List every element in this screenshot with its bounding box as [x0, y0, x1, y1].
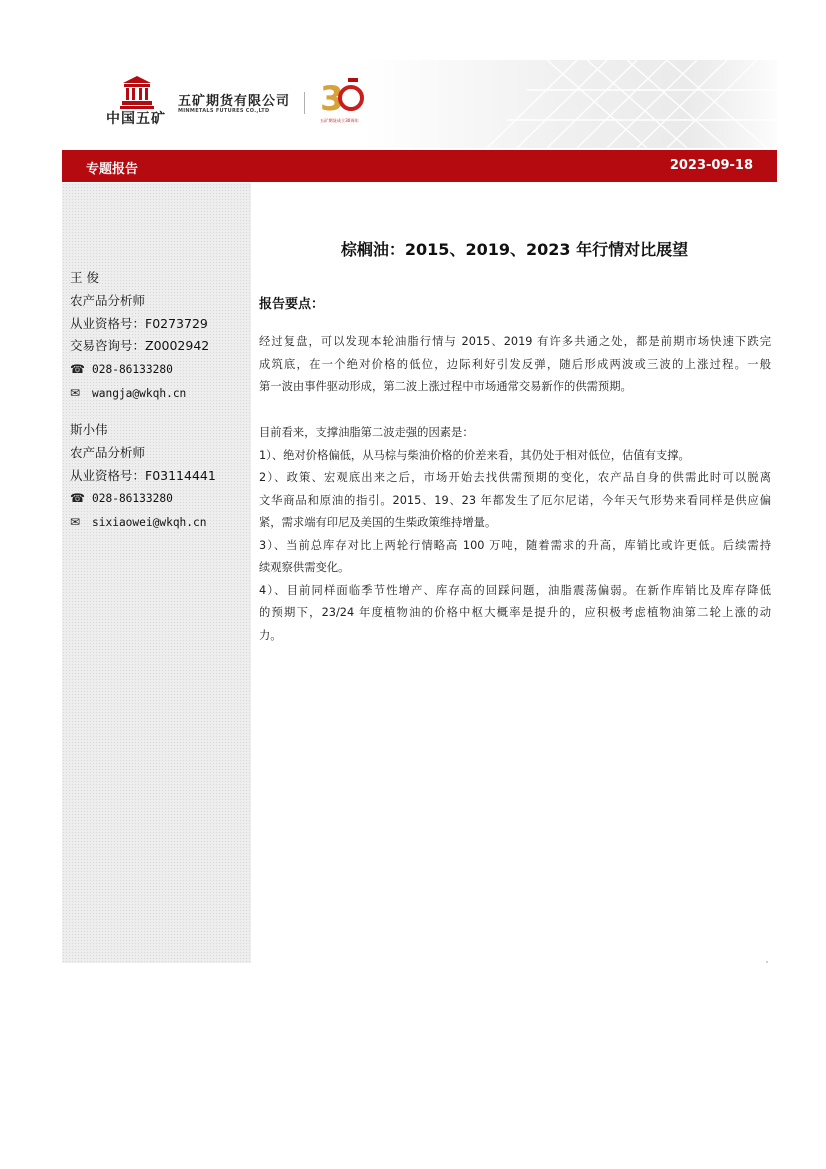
svg-text:3: 3	[320, 79, 344, 119]
header-divider	[304, 92, 305, 114]
analyst-consult-number: 交易咨询号：Z0002942	[70, 338, 210, 354]
text-line: 的预期下，23/24 年度植物油的价格中枢大概率是提升的，应积极考虑植物油第二轮上涨的动	[259, 606, 771, 619]
text-line: 成筑底，在一个绝对价格的低位，边际利好引发反弹，随后形成两波或三波的上涨过程。一般	[259, 357, 771, 371]
analyst-title: 农产品分析师	[70, 444, 146, 460]
analyst-phone-row	[70, 358, 209, 382]
analyst-title: 农产品分析师	[70, 292, 146, 308]
anniversary-30-logo	[318, 74, 368, 128]
analyst-card	[70, 267, 209, 406]
analyst-email[interactable]: wangja@wkqh.cn	[92, 386, 187, 400]
factors-paragraph	[259, 422, 771, 647]
text-line: 2）、政策、宏观底出来之后，市场开始去找供需预期的变化，农产品自身的供需此时可以脱离	[259, 471, 771, 484]
analyst-phone-row	[70, 487, 216, 511]
analyst-qualification: 从业资格号：F03114441	[70, 467, 216, 483]
report-type-bar	[62, 150, 777, 182]
analyst-email[interactable]: sixiaowei@wkqh.cn	[92, 516, 207, 530]
intro-paragraph	[259, 331, 771, 399]
analyst-phone: 028-86133280	[92, 363, 173, 377]
analyst-name: 王 俊	[70, 270, 99, 285]
page-header	[62, 60, 777, 148]
text-line: 续观察供需变化。	[259, 561, 350, 574]
text-line: 文华商品和原油的指引。2015、19、23 年都发生了厄尔尼诺，今年天气形势来看同样是供应偏	[259, 493, 771, 507]
text-line: 4）、目前同样面临季节性增产、库存高的回踩问题，油脂震荡偏弱。在新作库销比及库存降低	[259, 583, 771, 597]
minmetals-logo-icon	[120, 74, 154, 110]
page-corner-mark	[766, 961, 768, 963]
analyst-email-row	[70, 511, 216, 535]
analyst-phone: 028-86133280	[92, 492, 173, 506]
logo-wordmark: 中国五矿	[106, 111, 166, 127]
envelope-icon: ✉	[70, 515, 81, 530]
text-line: 力。	[259, 628, 282, 642]
analyst-name: 斯小伟	[70, 422, 108, 437]
text-line: 3）、当前总库存对比上两轮行情略高 100 万吨，随着需求的升高，库销比或许更低。后续需持	[259, 538, 771, 552]
phone-icon: ☎	[70, 491, 85, 506]
decorative-building-graphic	[447, 60, 777, 148]
envelope-icon: ✉	[70, 385, 81, 400]
analyst-qualification: 从业资格号：F0273729	[70, 315, 208, 331]
text-line: 1）、绝对价格偏低，从马棕与柴油价格的价差来看，其仍处于相对低位，估值有支撑。	[259, 448, 690, 462]
report-date: 2023-09-18	[669, 158, 753, 173]
analyst-card	[70, 419, 216, 535]
report-type-label: 专题报告	[86, 162, 139, 177]
report-title: 棕榈油：2015、2019、2023 年行情对比展望	[340, 240, 689, 259]
analyst-email-row	[70, 382, 209, 406]
analyst-sidebar	[62, 183, 251, 963]
phone-icon: ☎	[70, 362, 85, 377]
section-heading: 报告要点：	[259, 297, 325, 312]
text-line: 经过复盘，可以发现本轮油脂行情与 2015、2019 有许多共通之处，都是前期市场快速下跌完	[259, 335, 771, 348]
company-name-en: MINMETALS FUTURES CO.,LTD	[178, 108, 270, 114]
text-line: 目前看来，支撑油脂第二波走强的因素是：	[259, 426, 474, 439]
text-line: 紧，需求端有印尼及美国的生柴政策维持增量。	[259, 516, 497, 529]
company-name-cn: 五矿期货有限公司	[178, 94, 291, 109]
anniversary-caption: 五矿期货成立30周年	[320, 118, 359, 123]
text-line: 第一波由事件驱动形成，第二波上涨过程中市场通常交易新作的供需预期。	[259, 380, 632, 393]
